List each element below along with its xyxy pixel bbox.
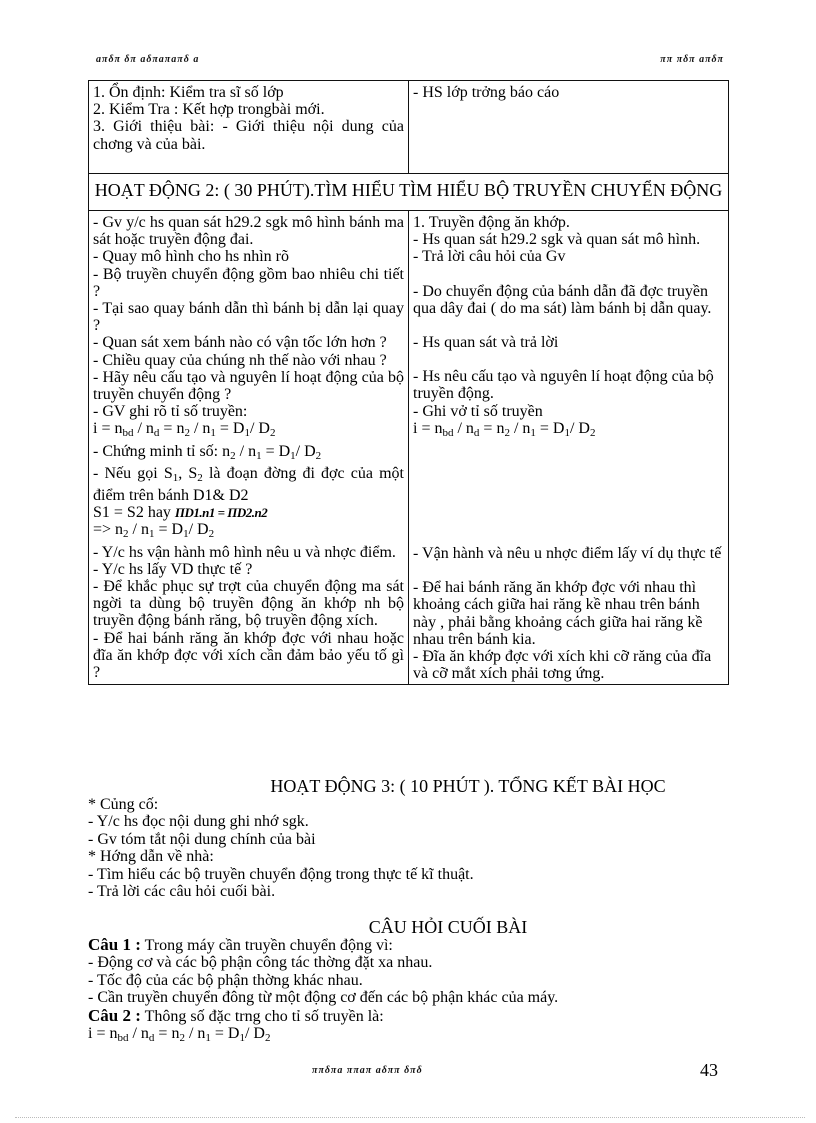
ratio-formula: $i = n_{bd} / n_d = n_2 / n_1 = D_1/$ $D_2$ [88, 1025, 271, 1045]
table-row-activity2-content [89, 211, 728, 684]
student-cell [409, 211, 728, 684]
page-header-left: ɑπδπ δπ ɑδπɑπɑπδ ɑ [96, 54, 200, 65]
intro-response: - HS lớp trởng báo cáo [413, 84, 560, 101]
activity3-line: - Y/c hs đọc nội dung ghi nhớ sgk. [88, 813, 309, 831]
activity3-line: - Tìm hiểu các bộ truyền chuyển động trong thực tế kĩ thuật. [88, 865, 474, 883]
student-line: - Do chuyển động của bánh dẫn đã đợc truyền qua dây đai ( do ma sát) làm bánh bị dẫn quay. [413, 282, 712, 317]
student-line: - Vận hành và nêu u nhợc điểm lấy ví dụ thực tế [413, 545, 722, 563]
question-2-label: Câu 2 : [88, 1005, 141, 1025]
ratio-formula: $i = n_{bd} / n_d = n_2 / n_1 = D_1/$ $D_2$ [413, 419, 596, 439]
teacher-line: - Y/c hs vận hành mô hình nêu u và nhợc điểm. [93, 543, 396, 561]
teacher-line: - Bộ truyền chuyển động gồm bao nhiêu chi tiết ? [93, 265, 404, 300]
proof-line: - Chứng minh tỉ số: $n_2 / n_1 = D_1/$ $D_2$ [93, 442, 322, 462]
teacher-line: - Gv y/c hs quan sát h29.2 sgk mô hình bánh ma sát hoặc truyền động đai. [93, 214, 404, 249]
student-line: - Ghi vở tỉ số truyền [413, 402, 543, 420]
student-line: - Hs quan sát h29.2 sgk và quan sát mô hình. [413, 231, 701, 249]
lesson-table [88, 80, 729, 685]
student-line: - Hs quan sát và trả lời [413, 334, 559, 352]
teacher-line: - Chiều quay của chúng nh thế nào với nhau ? [93, 351, 387, 369]
question-1-item: - Cần truyền chuyển đông từ một động cơ đến các bộ phận khác của máy. [88, 989, 559, 1007]
table-row-intro [89, 81, 728, 174]
activity3-line: * Hớng dẫn về nhà: [88, 848, 214, 866]
ratio-formula: $i = n_{bd} / n_d = n_2 / n_1 = D_1/$ $D_2$ [93, 420, 276, 440]
table-row-activity2-title [89, 174, 728, 211]
student-cell [409, 81, 728, 173]
question-2: Câu 2 : Thông số đặc trng cho tỉ số truyền là: [88, 1005, 384, 1025]
teacher-cell [89, 211, 409, 684]
page-footer: ππδπɑ ππɑπ ɑδππ δπδ [312, 1065, 423, 1076]
teacher-line: - Quan sát xem bánh nào có vận tốc lớn hơn ? [93, 334, 387, 352]
questions-heading: CÂU HỎI CUỐI BÀI [368, 917, 528, 937]
question-1-item: - Tốc độ của các bộ phận thờng khác nhau. [88, 971, 363, 989]
student-line: - Đĩa ăn khớp đợc với xích khi cỡ răng của đĩa và cỡ mắt xích phải tơng ứng. [413, 648, 712, 683]
teacher-line: - Tại sao quay bánh dẫn thì bánh bị dẫn lại quay ? [93, 300, 404, 335]
activity3-line: - Trả lời các câu hỏi cuối bài. [88, 883, 276, 901]
teacher-line: - Y/c hs lấy VD thực tế ? [93, 560, 253, 578]
teacher-line: => $n_2 / n_1 = D_1/$ $D_2$ [93, 521, 215, 541]
teacher-line: S1 = S2 hay ΠD1.n1 = ΠD2.n2 [93, 504, 268, 522]
teacher-line: - Quay mô hình cho hs nhìn rõ [93, 248, 289, 266]
student-line: - Hs nêu cấu tạo và nguyên lí hoạt động của bộ truyền động. [413, 368, 714, 403]
page-number: 43 [700, 1060, 718, 1080]
question-1-label: Câu 1 : [88, 935, 141, 954]
question-1: Câu 1 : Trong máy cần truyền chuyển động vì: [88, 935, 393, 954]
teacher-line: - GV ghi rõ tỉ số truyền: [93, 403, 248, 421]
activity3-line: - Gv tóm tắt nội dung chính của bài [88, 830, 316, 848]
teacher-cell [89, 81, 409, 173]
intro-line: 2. Kiểm Tra : Kết hợp trongbài mới. [93, 101, 325, 119]
student-line: 1. Truyền động ăn khớp. [413, 214, 570, 231]
teacher-line: - Để khắc phục sự trợt của chuyển động ma sát ngời ta dùng bộ truyền động ăn khớp nh bộ truyền động bánh răng, bộ truyền động xích. [93, 578, 404, 630]
activity3-line: * Củng cố: [88, 796, 159, 813]
student-line: - Để hai bánh răng ăn khớp đợc với nhau thì khoảng cách giữa hai răng kề nhau trên bánh này , phải bằng khoảng cách giữa hai răng kề nhau trên bánh kia. [413, 579, 703, 648]
questions-section [88, 918, 728, 1047]
equation-image: ΠD1.n1 = ΠD2.n2 [174, 505, 268, 521]
teacher-line: - Hãy nêu cấu tạo và nguyên lí hoạt động của bộ truyền chuyển động ? [93, 368, 404, 404]
teacher-line: - Để hai bánh răng ăn khớp đợc với nhau hoặc đĩa ăn khớp đợc với xích cần đảm bảo yếu tố gì ? [93, 629, 404, 682]
teacher-line: - Nếu gọi $S_1$, $S_2$ là đoạn đờng đi đợc của một điểm trên bánh D1& D2 [93, 464, 404, 505]
activity3-heading: HOẠT ĐỘNG 3: ( 10 PHÚT ). TỔNG KẾT BÀI HỌC [270, 776, 666, 796]
question-1-item: - Động cơ và các bộ phận công tác thờng đặt xa nhau. [88, 954, 433, 972]
intro-line: 1. Ổn định: Kiểm tra sĩ số lớp [93, 84, 284, 101]
student-line: - Trả lời câu hỏi của Gv [413, 248, 566, 266]
page-header-right: ππ πδπ ɑπδπ [660, 54, 724, 65]
activity3-section [88, 776, 728, 900]
activity2-heading: HOẠT ĐỘNG 2: ( 30 PHÚT).TÌM HIỂU TÌM HIỂU BỘ TRUYỀN CHUYỂN ĐỘNG [94, 180, 723, 200]
intro-line: 3. Giới thiệu bài: - Giới thiệu nội dung của chơng và của bài. [93, 118, 404, 153]
page-break-divider [15, 1117, 805, 1118]
